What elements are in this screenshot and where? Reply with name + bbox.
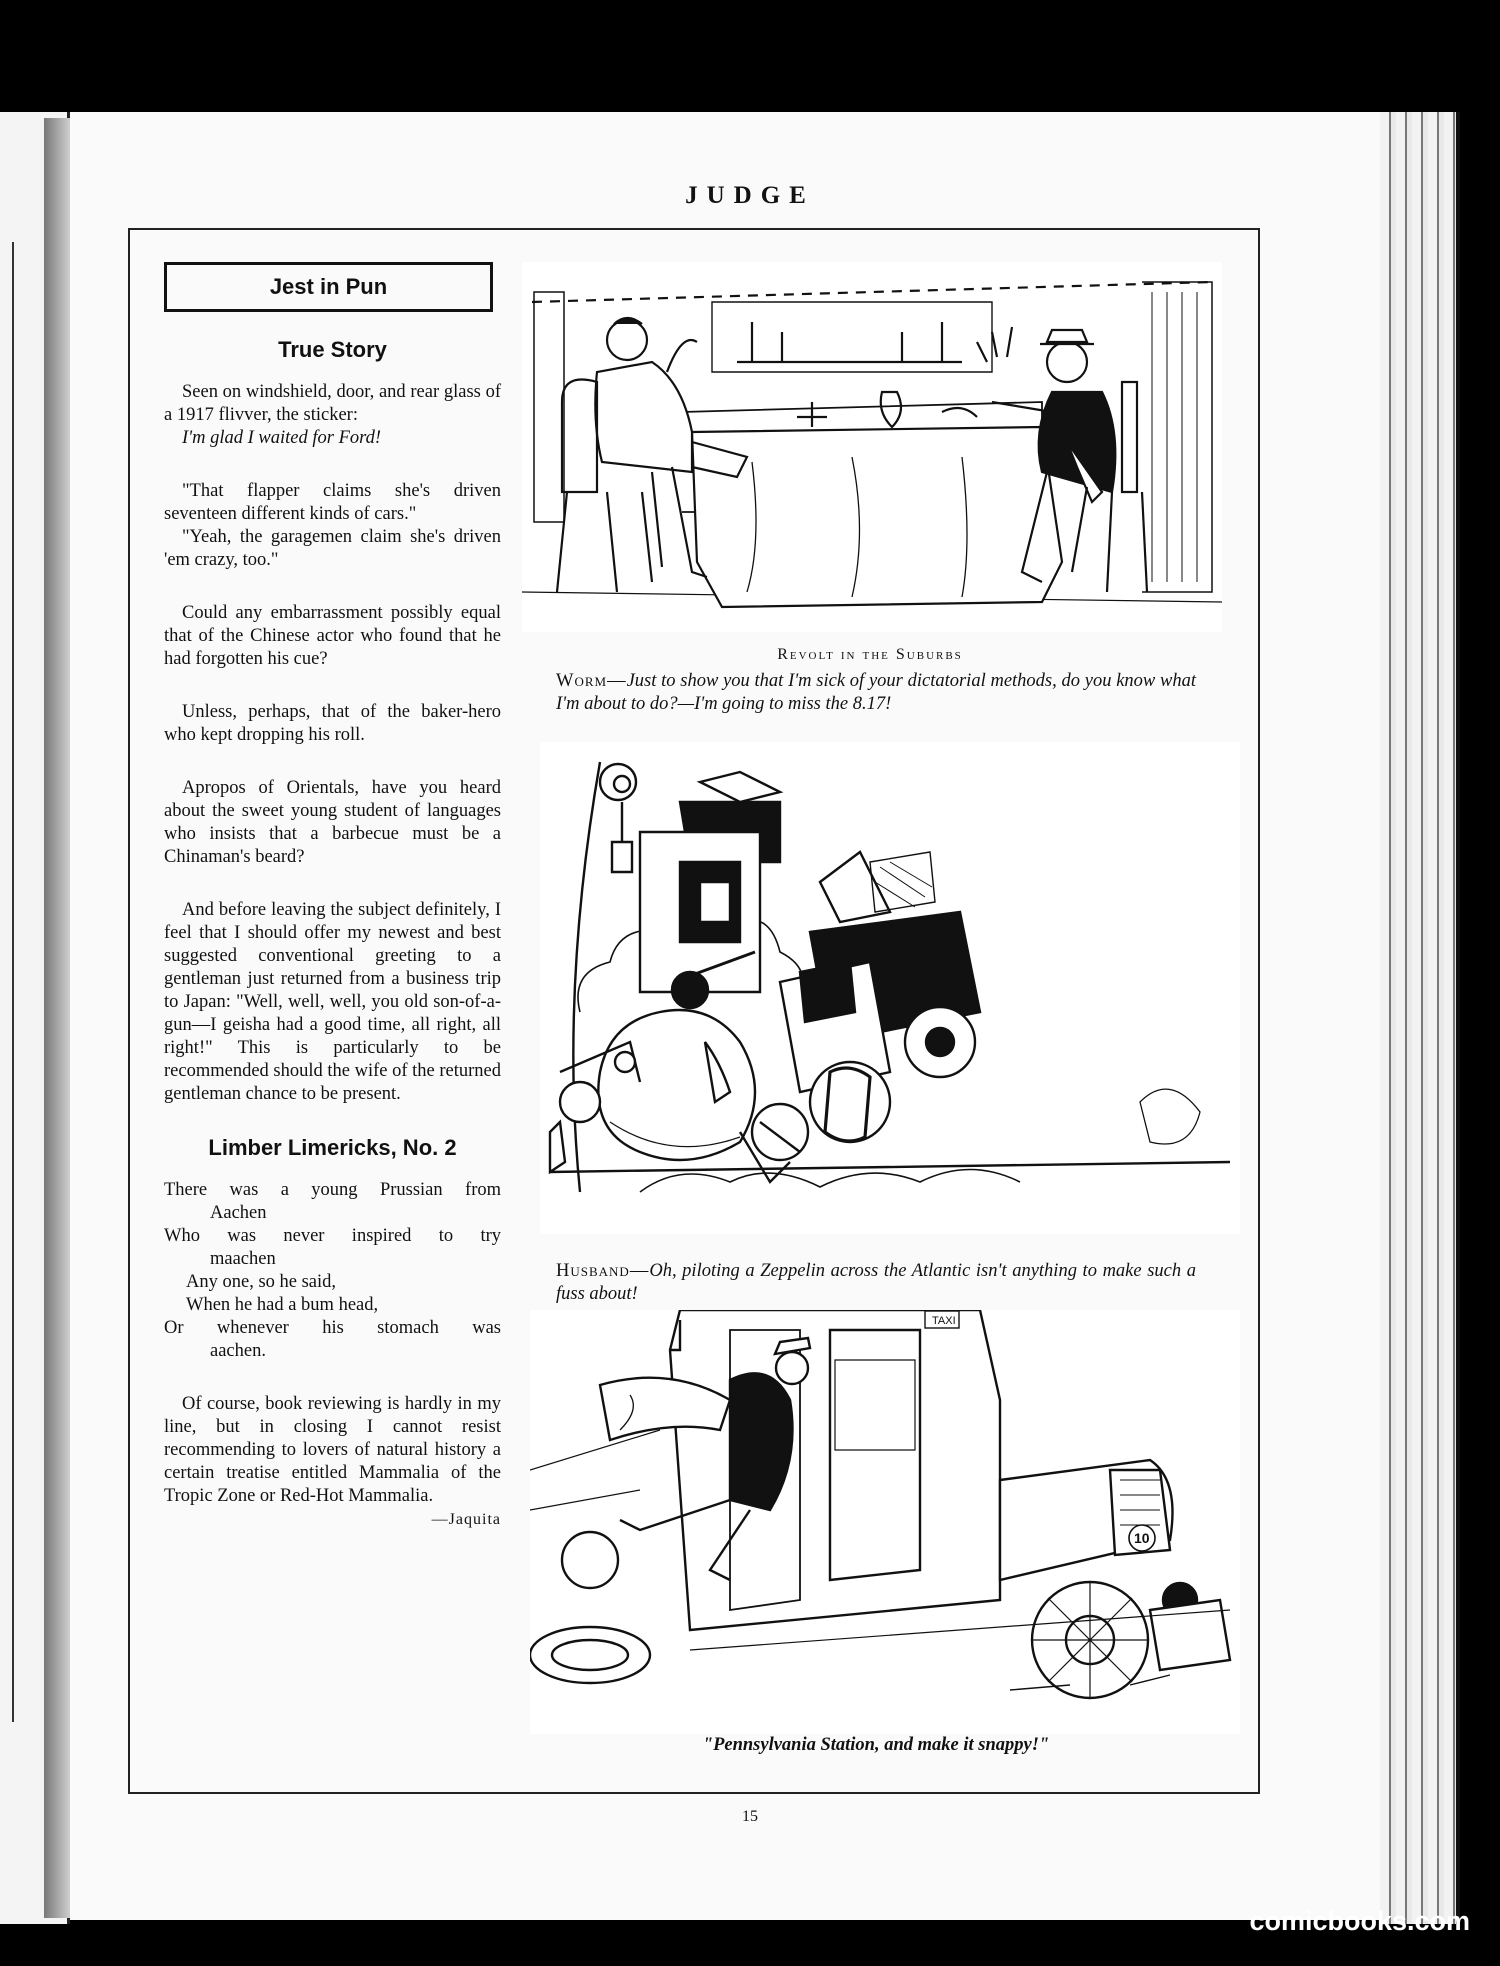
- cartoon-2-text: Oh, piloting a Zeppelin across the Atlantic isn't anything to make such a fuss about!: [556, 1261, 1196, 1304]
- cartoon-1-title: Revolt in the Suburbs: [777, 646, 963, 663]
- limerick-line: Aachen: [210, 1203, 267, 1223]
- cartoon-revolt-in-suburbs: [522, 262, 1222, 632]
- cartoon-2-caption: [556, 1260, 1196, 1306]
- candelabra: [737, 322, 962, 362]
- cartoon-2-speaker: Husband—: [556, 1261, 650, 1281]
- limerick-line: Or whenever his stomach was: [164, 1318, 501, 1338]
- japan-greeting-paragraph: And before leaving the subject definitely, I feel that I should offer my newest and best suggested conventional greeting to a gentleman just returned from a business trip to Japan: "Well, well, well, you old son-of-a-gun—I geisha had a good time, all right, all right!" This is particularly to be recommended should the wife of the returned gentleman chance to be present.: [164, 900, 501, 1104]
- author-signature: —Jaquita: [431, 1511, 501, 1528]
- page-edges: [1380, 112, 1460, 1924]
- cartoon-1-speaker: Worm—: [556, 671, 627, 691]
- limerick-line: maachen: [210, 1249, 276, 1269]
- spare-tire: [530, 1627, 650, 1683]
- watermark: comicbooks.com: [1249, 1906, 1470, 1936]
- cartoon-taxi: [530, 1310, 1240, 1734]
- limericks-heading: Limber Limericks, No. 2: [208, 1135, 457, 1160]
- moving-van: [640, 772, 780, 992]
- flapper-answer: "Yeah, the garagemen claim she's driven 'em crazy, too.": [164, 527, 501, 570]
- ford-sticker: I'm glad I waited for Ford!: [182, 428, 382, 448]
- cartoon-1-caption: [556, 670, 1196, 716]
- limerick-line: Any one, so he said,: [186, 1272, 337, 1292]
- limerick: [164, 1179, 501, 1363]
- limerick-line: There was a young Prussian from: [164, 1180, 501, 1200]
- rooftop-luggage: [820, 852, 935, 922]
- running-head: JUDGE: [685, 182, 815, 209]
- jest-in-pun-column: [164, 262, 501, 1531]
- dining-table: [692, 392, 1062, 607]
- flapper-question: "That flapper claims she's driven seventeen different kinds of cars.": [164, 481, 501, 524]
- mechanic-under-car: [1150, 1583, 1230, 1670]
- cartoon-zeppelin-traffic: [540, 742, 1240, 1234]
- orientals-paragraph: Apropos of Orientals, have you heard about the sweet young student of languages who insists that a barbecue must be a Chinaman's beard?: [164, 778, 501, 867]
- limousine: [752, 912, 980, 1160]
- limerick-line: aachen.: [210, 1341, 266, 1361]
- book-gutter: [44, 118, 70, 1918]
- taxi-number: 10: [1134, 1530, 1150, 1546]
- limerick-line: When he had a bum head,: [186, 1295, 379, 1315]
- taxi-sign: TAXI: [932, 1315, 956, 1327]
- cartoon-3-caption: "Pennsylvania Station, and make it snappy!": [702, 1735, 1050, 1755]
- chinese-actor-paragraph: Could any embarrassment possibly equal that of the Chinese actor who found that he had forgotten his cue?: [164, 603, 501, 669]
- closing-paragraph: Of course, book reviewing is hardly in my line, but in closing I cannot resist recommending to lovers of natural history a certain treatise entitled Mammalia of the Tropic Zone or Red-Hot Mammalia.: [164, 1394, 501, 1506]
- baker-hero-paragraph: Unless, perhaps, that of the baker-hero who kept dropping his roll.: [164, 702, 501, 745]
- cartoon-1-text: Just to show you that I'm sick of your dictatorial methods, do you know what I'm about to do?—I'm going to miss the 8.17!: [556, 671, 1196, 714]
- ford-paragraph: Seen on windshield, door, and rear glass of a 1917 flivver, the sticker:: [164, 382, 501, 425]
- department-heading: Jest in Pun: [164, 262, 493, 312]
- limerick-line: Who was never inspired to try: [164, 1226, 501, 1246]
- page-number: 15: [742, 1808, 758, 1825]
- true-story-heading: True Story: [278, 337, 387, 362]
